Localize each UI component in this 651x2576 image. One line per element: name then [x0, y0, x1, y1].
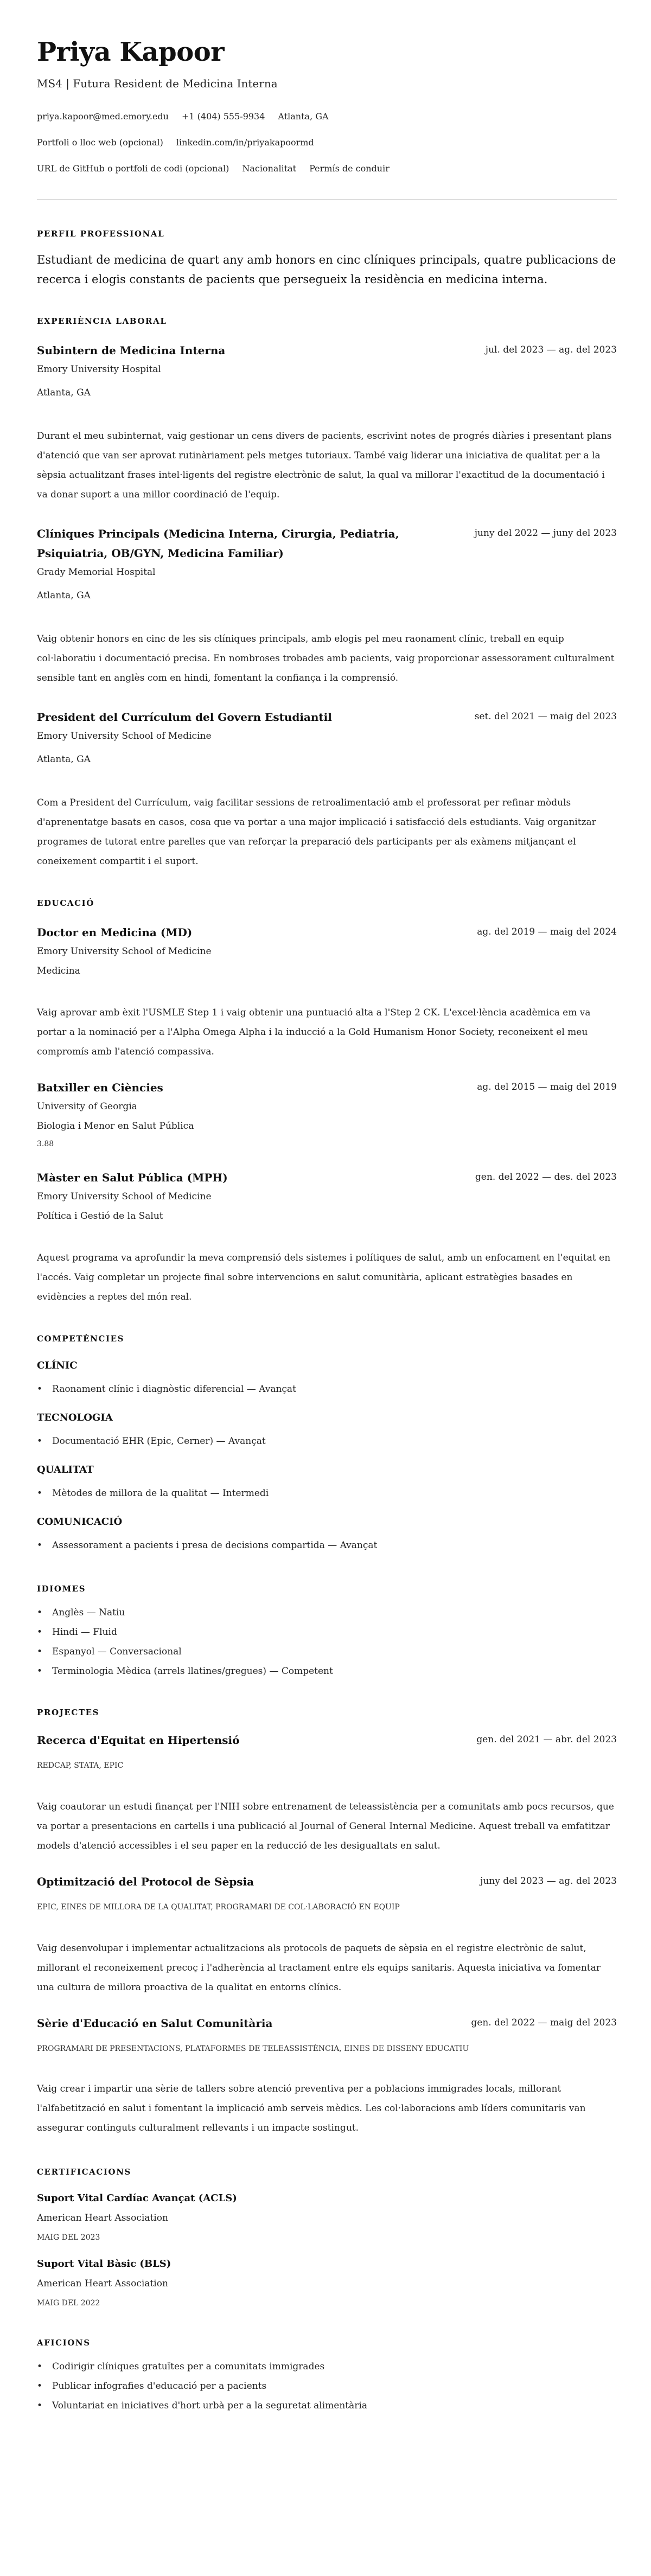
- section-heading: COMPETÈNCIES: [37, 1334, 125, 1344]
- hobby-item: • Publicar infografies d'educació per a pacients: [37, 2376, 617, 2396]
- contact-driving-license: Permís de conduir: [309, 163, 390, 174]
- certification-date: MAIG DEL 2022: [37, 2299, 100, 2307]
- school-name: University of Georgia: [37, 1101, 137, 1112]
- job-dates: set. del 2021 — maig del 2023: [474, 711, 617, 722]
- language-item: • Terminologia Mèdica (arrels llatines/gregues) — Competent: [37, 1661, 617, 1681]
- contact-nationality: Nacionalitat: [242, 163, 297, 174]
- project-dates: juny del 2023 — ag. del 2023: [480, 1876, 617, 1887]
- skill-category: QUALITAT: [37, 1464, 94, 1475]
- study-field: Biologia i Menor en Salut Pública: [37, 1121, 194, 1132]
- languages-section: [37, 1583, 617, 1681]
- experience-entry: [37, 524, 617, 688]
- section-heading: PERFIL PROFESSIONAL: [37, 229, 165, 239]
- job-company: Emory University Hospital: [37, 364, 161, 375]
- project-dates: gen. del 2022 — maig del 2023: [471, 2017, 617, 2028]
- school-name: Emory University School of Medicine: [37, 946, 212, 957]
- degree-title: Màster en Salut Pública (MPH): [37, 1171, 228, 1184]
- job-title: Subintern de Medicina Interna: [37, 344, 226, 357]
- certification-title: Suport Vital Cardíac Avançat (ACLS): [37, 2193, 237, 2204]
- summary-text: Estudiant de medicina de quart any amb honors en cinc clíniques principals, quatre publicacions de recerca i elogis constants de pacients que persegueix la residència en medicina interna.: [37, 253, 616, 286]
- job-title: Clíniques Principals (Medicina Interna, Cirurgia, Pediatria, Psiquiatria, OB/GYN, Medicina Familiar): [37, 527, 399, 560]
- project-description: Vaig desenvolupar i implementar actualitzacions als protocols de paquets de sèpsia en el registre electrònic de salut, millorant el reconeixement precoç i l'adherència al tractament entre els equips sanitaris. Aquesta iniciativa va fomentar una cultura de millora proactiva de la qualitat en entorns clínics.: [37, 1943, 601, 1993]
- contact-email[interactable]: priya.kapoor@med.emory.edu: [37, 111, 169, 122]
- contact-line: [37, 161, 617, 176]
- experience-entry: [37, 707, 617, 871]
- project-entry: [37, 1730, 617, 1856]
- gpa: 3.88: [37, 1140, 54, 1148]
- language-item: • Espanyol — Conversacional: [37, 1642, 617, 1661]
- project-entry: [37, 1872, 617, 1997]
- contact-portfolio[interactable]: Portfoli o lloc web (opcional): [37, 137, 163, 148]
- certification-issuer: American Heart Association: [37, 2278, 168, 2289]
- candidate-subtitle: MS4 | Futura Resident de Medicina Interna: [37, 77, 278, 90]
- project-entry: [37, 2014, 617, 2138]
- certification-entry: [37, 2190, 617, 2244]
- job-description: Vaig obtenir honors en cinc de les sis clíniques principals, amb elogis pel meu raonament clínic, treball en equip col·laboratiu i documentació precisa. En nombroses trobades amb pacients, vaig proporcionar assessorament culturalment sensible tant en anglès com en hindi, fomentant la confiança i la comprensió.: [37, 634, 615, 683]
- skill-item: • Raonament clínic i diagnòstic diferencial — Avançat: [37, 1379, 617, 1399]
- section-heading: IDIOMES: [37, 1584, 86, 1594]
- job-location: Atlanta, GA: [37, 590, 91, 601]
- project-title: Recerca d'Equitat en Hipertensió: [37, 1734, 240, 1747]
- project-title: Optimització del Protocol de Sèpsia: [37, 1875, 254, 1888]
- projects-section: [37, 1707, 617, 2138]
- education-entry: [37, 1078, 617, 1152]
- section-heading: PROJECTES: [37, 1708, 100, 1717]
- project-description: Vaig coautorar un estudi finançat per l'NIH sobre entrenament de teleassistència per a comunitats amb pocs recursos, que va portar a presentacions en cartells i una publicació al Journal of General Internal Medicine. Aquest treball va emfatitzar models d'atenció accessibles i el seu paper en la reducció de les desigualtats en salut.: [37, 1801, 614, 1851]
- project-tags: EPIC, EINES DE MILLORA DE LA QUALITAT, PROGRAMARI DE COL·LABORACIÓ EN EQUIP: [37, 1903, 400, 1912]
- school-name: Emory University School of Medicine: [37, 1191, 212, 1202]
- language-item: • Anglès — Natiu: [37, 1603, 617, 1622]
- job-dates: jul. del 2023 — ag. del 2023: [485, 344, 617, 355]
- certification-issuer: American Heart Association: [37, 2213, 168, 2223]
- project-tags: PROGRAMARI DE PRESENTACIONS, PLATAFORMES DE TELEASSISTÈNCIA, EINES DE DISSENY EDUCATIU: [37, 2044, 469, 2053]
- contact-line: [37, 109, 617, 124]
- job-dates: juny del 2022 — juny del 2023: [474, 528, 617, 539]
- skill-item: • Mètodes de millora de la qualitat — Intermedi: [37, 1484, 617, 1503]
- job-company: Emory University School of Medicine: [37, 731, 212, 742]
- education-entry: [37, 923, 617, 1062]
- header-divider: [37, 199, 617, 200]
- degree-dates: gen. del 2022 — des. del 2023: [475, 1172, 617, 1182]
- section-heading: EXPERIÈNCIA LABORAL: [37, 316, 167, 326]
- project-tags: REDCAP, STATA, EPIC: [37, 1761, 124, 1770]
- job-company: Grady Memorial Hospital: [37, 567, 156, 578]
- hobbies-section: [37, 2337, 617, 2415]
- candidate-name: Priya Kapoor: [37, 37, 225, 67]
- contact-line: [37, 135, 617, 150]
- degree-title: Batxiller en Ciències: [37, 1081, 163, 1094]
- education-section: [37, 898, 617, 1307]
- degree-dates: ag. del 2019 — maig del 2024: [477, 926, 617, 937]
- certification-date: MAIG DEL 2023: [37, 2233, 100, 2242]
- project-title: Sèrie d'Educació en Salut Comunitària: [37, 2017, 273, 2030]
- job-title: President del Currículum del Govern Estudiantil: [37, 711, 332, 724]
- section-heading: AFICIONS: [37, 2338, 91, 2348]
- hobby-item: • Voluntariat en iniciatives d'hort urbà per a la seguretat alimentària: [37, 2396, 617, 2415]
- section-heading: CERTIFICACIONS: [37, 2167, 131, 2177]
- education-entry: [37, 1168, 617, 1307]
- certification-entry: [37, 2256, 617, 2310]
- language-item: • Hindi — Fluid: [37, 1622, 617, 1642]
- certifications-section: [37, 2166, 617, 2310]
- job-description: Com a President del Currículum, vaig facilitar sessions de retroalimentació amb el professorat per refinar mòduls d'aprenentatge basats en casos, cosa que va portar a una major implicació i satisfacció dels estudiants. Vaig organitzar programes de tutorat entre parelles que van reforçar la preparació dels participants per als exàmens mitjançant el coneixement compartit i el suport.: [37, 797, 596, 867]
- experience-entry: [37, 341, 617, 504]
- skill-item: • Assessorament a pacients i presa de decisions compartida — Avançat: [37, 1536, 617, 1555]
- contact-linkedin[interactable]: linkedin.com/in/priyakapoormd: [176, 137, 314, 148]
- education-description: Vaig aprovar amb èxit l'USMLE Step 1 i vaig obtenir una puntuació alta a l'Step 2 CK. L'excel·lència acadèmica em va portar a la nominació per a l'Alpha Omega Alpha i la inducció a la Gold Humanism Honor Society, reconeixent el meu compromís amb l'atenció compassiva.: [37, 1007, 591, 1057]
- job-location: Atlanta, GA: [37, 754, 91, 765]
- degree-title: Doctor en Medicina (MD): [37, 926, 193, 939]
- skill-item: • Documentació EHR (Epic, Cerner) — Avançat: [37, 1431, 617, 1451]
- degree-dates: ag. del 2015 — maig del 2019: [477, 1082, 617, 1092]
- summary-section: [37, 228, 617, 289]
- skill-category: TECNOLOGIA: [37, 1412, 113, 1423]
- job-description: Durant el meu subinternat, vaig gestionar un cens divers de pacients, escrivint notes de progrés diàries i presentant plans d'atenció que van ser aprovat rutinàriament pels metges tutoriaux. També vaig liderar una iniciativa de qualitat per a la sèpsia actualitzant frases intel·ligents del registre electrònic de salut, la qual va millorar l'exactitud de la documentació i va donar suport a una millor coordinació de l'equip.: [37, 431, 612, 500]
- certification-title: Suport Vital Bàsic (BLS): [37, 2258, 171, 2270]
- project-dates: gen. del 2021 — abr. del 2023: [476, 1734, 617, 1745]
- skill-category: CLÍNIC: [37, 1360, 78, 1371]
- contact-github[interactable]: URL de GitHub o portfoli de codi (opcional): [37, 163, 229, 174]
- contact-location: Atlanta, GA: [278, 111, 329, 122]
- study-field: Medicina: [37, 966, 80, 976]
- study-field: Política i Gestió de la Salut: [37, 1211, 163, 1222]
- resume-header: [37, 36, 617, 176]
- education-description: Aquest programa va aprofundir la meva comprensió dels sistemes i polítiques de salut, amb un enfocament en l'equitat en l'accés. Vaig completar un projecte final sobre intervencions en salut comunitària, aplicant estratègies basades en evidències a reptes del món real.: [37, 1252, 611, 1302]
- hobby-item: • Codirigir clíniques gratuïtes per a comunitats immigrades: [37, 2357, 617, 2376]
- project-description: Vaig crear i impartir una sèrie de tallers sobre atenció preventiva per a poblacions immigrades locals, millorant l'alfabetització en salut i fomentant la implicació amb serveis mèdics. Les col·laboracions amb líders comunitaris van assegurar continguts culturalment rellevants i un impacte sostingut.: [37, 2083, 586, 2133]
- section-heading: EDUCACIÓ: [37, 898, 94, 908]
- job-location: Atlanta, GA: [37, 387, 91, 398]
- contact-phone[interactable]: +1 (404) 555-9934: [181, 111, 265, 122]
- skill-category: COMUNICACIÓ: [37, 1516, 123, 1527]
- skills-section: [37, 1333, 617, 1555]
- experience-section: [37, 316, 617, 871]
